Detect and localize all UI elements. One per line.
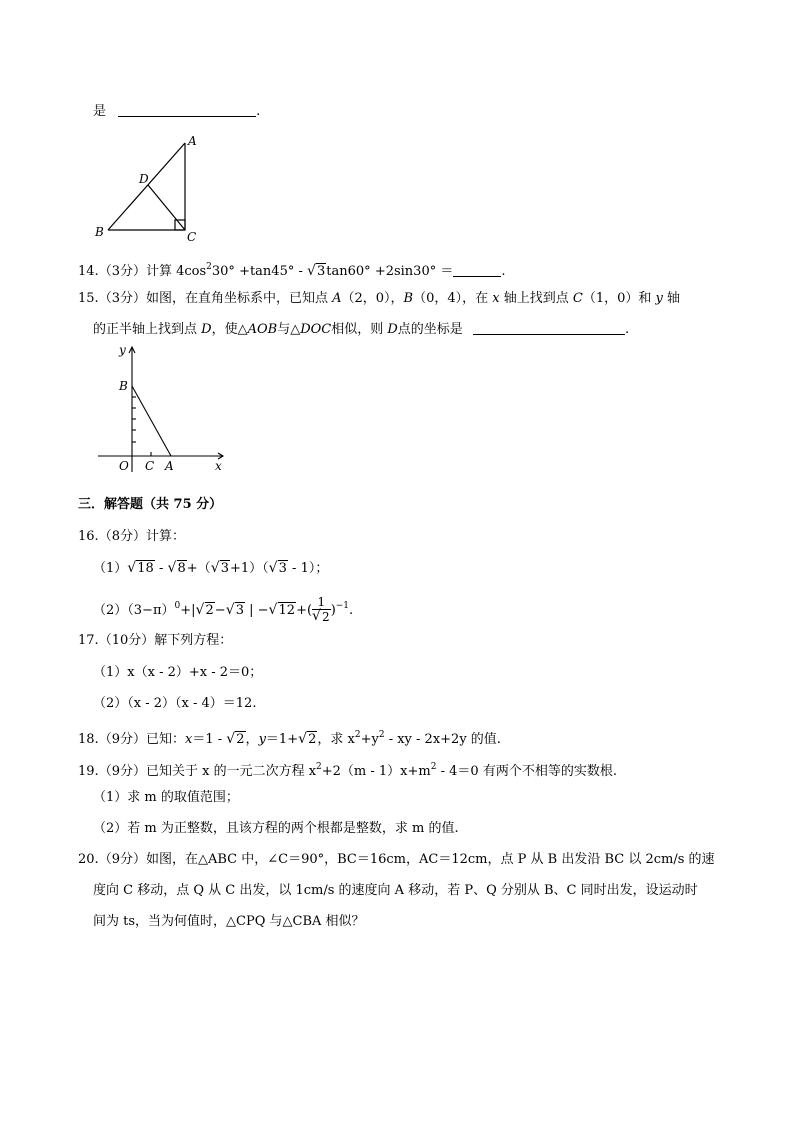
label-b: B — [119, 379, 128, 393]
q13-period: . — [256, 104, 261, 119]
sqrt-3-value: 3 — [235, 603, 244, 618]
q19-sup2: 2 — [430, 762, 437, 772]
question-20-line3: 间为 ts，当为何值时，△CPQ 与△CBA 相似？ — [93, 914, 365, 929]
q14-text-a: 计算 4cos — [145, 264, 207, 279]
q14-answer-blank — [453, 262, 501, 277]
q15-number: 15. — [78, 291, 99, 306]
q15-t2: （2，0）， — [341, 291, 404, 306]
label-a: A — [188, 134, 197, 148]
q17-number: 17. — [78, 633, 99, 648]
q16-score: （8分） — [98, 529, 146, 544]
q15-x: x — [492, 291, 500, 306]
q13-tail — [93, 102, 260, 121]
q15-t1: 如图，在直角坐标系中，已知点 — [145, 291, 333, 306]
q18-e: ，求 x — [317, 732, 355, 747]
q16-number: 16. — [78, 529, 99, 544]
q18-sqrt-1 — [226, 731, 245, 749]
q15-t8: ，使△ — [211, 322, 248, 337]
frac-den-value: 2 — [322, 610, 330, 624]
q18-x: x — [184, 732, 193, 747]
label-o: O — [119, 459, 129, 473]
q14-end: . — [501, 264, 506, 279]
q18-sup1: 2 — [354, 730, 361, 740]
q16-p2-b: +| — [180, 603, 196, 618]
q14-score: （3分） — [98, 264, 146, 279]
q15-t4: 轴上找到点 — [499, 291, 573, 306]
q16-p1-mid: +1）（ — [229, 561, 269, 576]
sqrt-3b-value: 3 — [278, 561, 287, 576]
q18-a: 已知： — [145, 732, 185, 747]
q14-text-c: tan60° +2sin30° ＝ — [326, 264, 454, 279]
q15-t10: 相似，则 — [331, 322, 388, 337]
q14-sqrt-value: 3 — [317, 264, 326, 279]
q15-t6: 轴 — [662, 291, 681, 306]
label-a: A — [165, 459, 174, 473]
q18-number: 18. — [78, 732, 99, 747]
label-d: D — [139, 172, 149, 186]
sqrt-3b — [269, 560, 288, 578]
q16-part1 — [93, 560, 328, 578]
q15-answer-blank — [473, 320, 625, 335]
q19-number: 19. — [78, 764, 99, 779]
q13-prefix: 是 — [93, 104, 107, 119]
sqrt-12 — [269, 596, 297, 626]
q16-p2-d: | − — [244, 603, 269, 618]
sqrt-12-value: 12 — [278, 603, 296, 618]
question-14 — [78, 258, 506, 281]
question-16 — [78, 528, 185, 546]
q18-y: y — [258, 732, 266, 747]
section-3-heading: 三．解答题（共 75 分） — [78, 497, 223, 512]
q18-sqrt-1-value: 2 — [236, 732, 245, 747]
q13-answer-blank — [118, 102, 256, 117]
label-x-axis: x — [215, 459, 222, 473]
q15-t9: 与△ — [277, 322, 301, 337]
q14-sqrt — [307, 263, 326, 281]
q18-c: ， — [245, 732, 259, 747]
q16-p1-minus: - — [154, 561, 168, 576]
q14-sup: 2 — [206, 262, 212, 272]
figure-triangle-abc — [88, 130, 208, 245]
q17-text: 解下列方程： — [154, 633, 233, 648]
q19-part1: （1）求 m 的取值范围； — [93, 790, 239, 805]
q15-d2: D — [387, 322, 398, 337]
q19-c: - 4＝0 有两个不相等的实数根. — [436, 764, 617, 779]
q16-p2-f: ) — [330, 603, 336, 618]
q18-score: （9分） — [98, 732, 146, 747]
question-18 — [78, 726, 501, 749]
q19-sup1: 2 — [316, 762, 322, 772]
sqrt-18 — [127, 560, 155, 578]
q14-number: 14. — [78, 264, 99, 279]
q19-a: 已知关于 x 的一元二次方程 x — [145, 764, 317, 779]
q18-sqrt-2-value: 2 — [308, 732, 317, 747]
q15-y: y — [655, 291, 663, 306]
q15-b: B — [403, 291, 414, 306]
q15-t5: （1，0）和 — [582, 291, 656, 306]
q15-t3: （0，4），在 — [413, 291, 493, 306]
sqrt-3a — [211, 560, 230, 578]
q16-p1-plus: +（ — [186, 561, 211, 576]
q15-end: . — [624, 322, 630, 337]
q16-p1-label: （1） — [93, 561, 128, 576]
q16-part2 — [93, 591, 353, 626]
question-20-line1 — [78, 851, 715, 869]
q15-t11: 点的坐标是 — [397, 322, 463, 337]
q17-score: （10分） — [98, 633, 155, 648]
q17-part2: （2）（x - 2）（x - 4）＝12. — [93, 696, 257, 711]
sqrt-18-value: 18 — [137, 561, 154, 576]
label-c: C — [187, 230, 197, 244]
q15-d: D — [201, 322, 212, 337]
q19-score: （9分） — [98, 764, 146, 779]
q15-t7: 的正半轴上找到点 — [93, 322, 202, 337]
sqrt-3a-value: 3 — [220, 561, 229, 576]
q16-p2-e: +( — [296, 603, 313, 618]
q15-aob: AOB — [247, 322, 278, 337]
sqrt-8 — [168, 560, 187, 578]
q18-b: ＝1 - — [192, 732, 227, 747]
q15-c: C — [572, 291, 583, 306]
q15-doc: DOC — [300, 322, 332, 337]
q18-d: ＝1+ — [265, 732, 299, 747]
fraction-1-over-sqrt2 — [312, 596, 331, 625]
q16-p2-end: . — [349, 603, 354, 618]
q16-p2-c: − — [214, 603, 226, 618]
q19-b: +2（m - 1）x+m — [321, 764, 431, 779]
figure-coordinate-plane — [92, 342, 232, 477]
q18-g: - xy - 2x+2y 的值. — [384, 732, 501, 747]
label-b: B — [95, 225, 104, 239]
question-19 — [78, 758, 617, 781]
q15-score: （3分） — [98, 291, 146, 306]
q17-part1: （1）x（x - 2）+x - 2＝0； — [93, 665, 263, 680]
q16-p2-sup: −1 — [335, 601, 350, 611]
question-15-line2 — [93, 320, 629, 339]
q20-score: （9分） — [98, 852, 146, 867]
q16-p2-sup0: 0 — [174, 601, 181, 611]
sqrt-2 — [196, 596, 215, 626]
question-17 — [78, 632, 232, 650]
q16-text: 计算： — [145, 529, 185, 544]
sqrt-2-value: 2 — [205, 603, 214, 618]
label-c: C — [145, 459, 155, 473]
q20-number: 20. — [78, 852, 99, 867]
label-y-axis: y — [119, 343, 126, 357]
q14-text-b: 30° +tan45° - — [211, 264, 303, 279]
sqrt-3 — [226, 596, 245, 626]
q15-a: A — [332, 291, 342, 306]
q18-sqrt-2 — [298, 731, 317, 749]
frac-num: 1 — [312, 596, 331, 610]
q16-p2-label: （2） — [93, 603, 128, 618]
q16-p1-end: - 1）； — [287, 561, 329, 576]
q16-p2-a: （3−π） — [127, 603, 175, 618]
q20-line1-text: 如图，在△ABC 中，∠C＝90°，BC＝16cm，AC＝12cm，点 P 从 B 出发沿 BC 以 2cm/s 的速 — [145, 852, 715, 867]
question-20-line2: 度向 C 移动，点 Q 从 C 出发，以 1cm/s 的速度向 A 移动，若 P、Q 分别从 B、C 同时出发，设运动时 — [93, 883, 698, 898]
question-15-line1 — [78, 290, 680, 308]
frac-den-sqrt — [312, 610, 331, 625]
q18-sup2: 2 — [378, 730, 385, 740]
q19-part2: （2）若 m 为正整数，且该方程的两个根都是整数，求 m 的值. — [93, 821, 459, 836]
q18-f: +y — [360, 732, 379, 747]
sqrt-8-value: 8 — [177, 561, 186, 576]
